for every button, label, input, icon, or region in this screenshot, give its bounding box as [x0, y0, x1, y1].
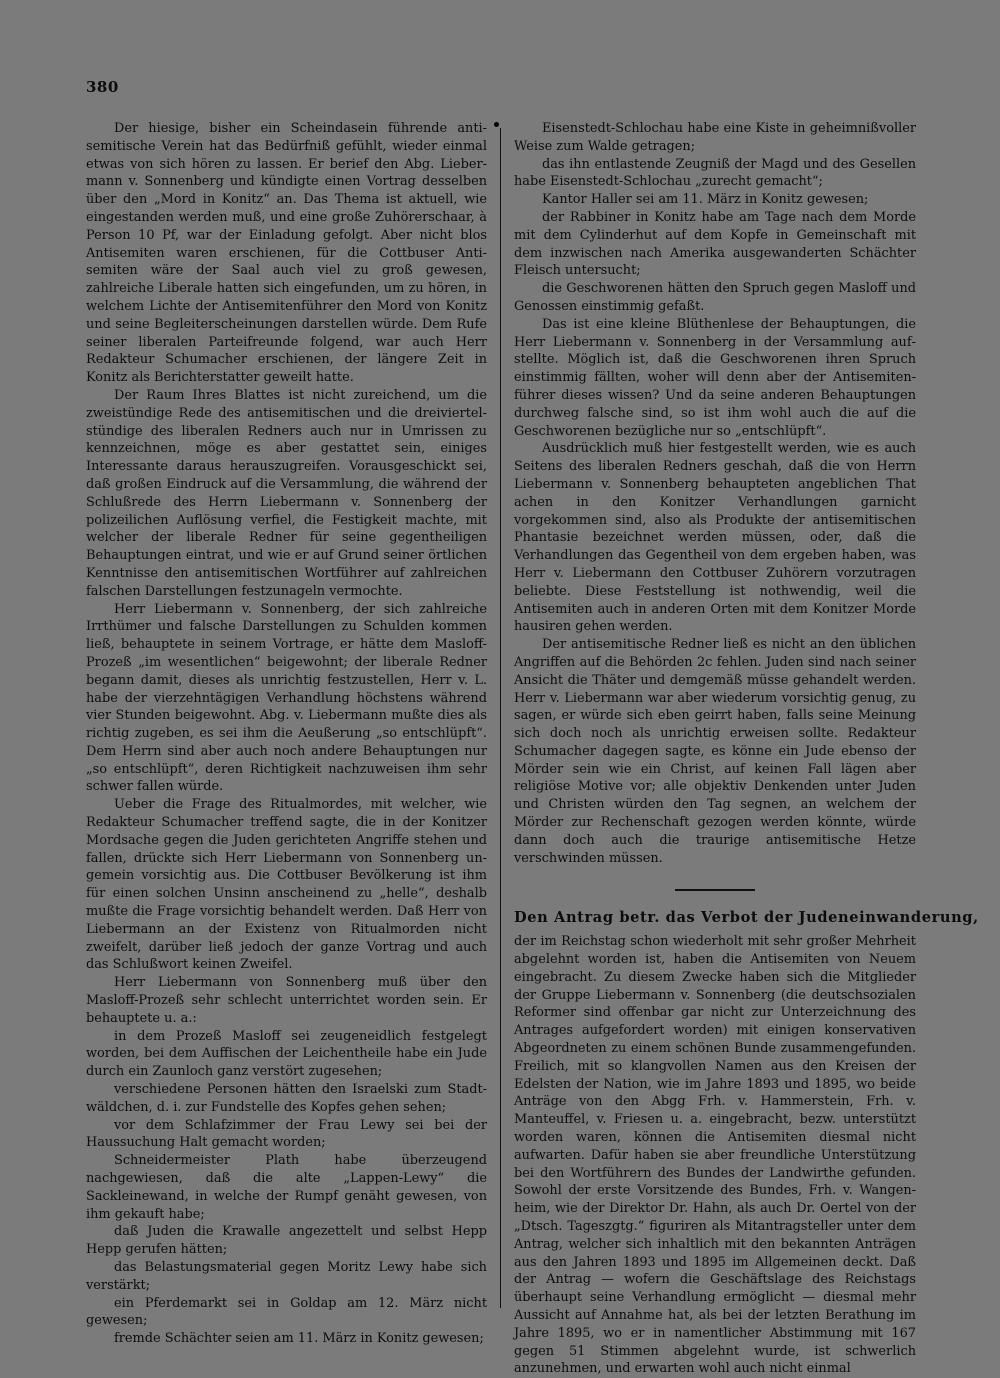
claim-item: in dem Prozeß Masloff sei zeugeneidlich festgelegt worden, bei dem Auffischen der Leichentheile habe ein Jude durch ein Zaunloch ganz verstört zugesehen;	[86, 1028, 487, 1080]
claim-item: der Rabbiner in Konitz habe am Tage nach dem Morde mit dem Cylinderhut auf dem Kopfe in Gemeinschaft mit dem inzwischen nach Amerika ausgewanderten Schächter Fleisch untersucht;	[514, 209, 916, 279]
paragraph: Der antisemitische Redner ließ es nicht an den üblichen Angriffen auf die Behörden 2c fehlen. Juden sind nach seiner Ansicht die Thäter und demgemäß müsse gehandelt werden. Herr v. Liebermann war aber wiederum vorsichtig genug, zu sagen, er würde sich eben geirrt haben, falls seine Meinung sich doch noch als unrichtig erweisen sollte. Redakteur Schumacher dagegen sagte, es könne ein Jude ebenso der Mörder sein wie ein Christ, auf keinen Fall lägen aber religiöse Motive vor; alle objektiv Denkenden unter Juden und Christen würden den Tag segnen, an welchem der Mörder zur Rechenschaft gezogen werden könnte, würde dann doch auch die traurige antisemitische Hetze verschwinden müssen.	[514, 637, 916, 866]
claim-item: die Geschworenen hätten den Spruch gegen Masloff und Genossen einstimmig gefaßt.	[514, 281, 916, 314]
page-number: 380	[86, 78, 119, 96]
claim-item: Eisenstedt-Schlochau habe eine Kiste in geheimnißvoller Weise zum Walde getragen;	[514, 121, 916, 154]
claim-item: Schneidermeister Plath habe überzeugend nachgewiesen, daß die alte „Lappen-Lewy“ die Sackleinewand, in welche der Rumpf genäht gewesen, von ihm gekauft habe;	[86, 1153, 487, 1222]
paragraph: Ausdrücklich muß hier festgestellt werden, wie es auch Seitens des liberalen Redners geschah, daß die von Herrn Liebermann v. Sonnenberg behaupteten angeblichen That achen in den Konitzer Verhandlungen garnicht vorgekommen sind, also als Produkte der antisemitischen Phantasie bezeichnet werden müssen, oder, daß die Verhandlungen das Gegentheil von dem ergeben haben, was Herr v. Liebermann den Cottbuser Zuhörern vorzutragen beliebte. Diese Feststellung ist nothwendig, weil die Antisemiten auch in anderen Orten mit dem Konitzer Morde hausiren gehen werden.	[514, 441, 916, 635]
paragraph: Herr Liebermann v. Sonnenberg, der sich zahlreiche Irrthümer und falsche Darstellungen zu Schulden kommen ließ, behauptete in seinem Vortrage, er hätte dem Masloff-Prozeß „im wesentlichen“ beigewohnt; der liberale Redner begann damit, dieses als unrichtig festzustellen, Herr v. L. habe der vierzehntägigen Verhandlung höchstens während vier Stunden beigewohnt. Abg. v. Liebermann mußte dies als richtig zugeben, es sei ihm die Aeußerung „so entschlüpft“. Dem Herrn sind aber auch noch andere Behauptungen nur „so entschlüpft“, deren Richtigkeit nachzuweisen ihm sehr schwer fallen würde.	[86, 601, 487, 795]
paragraph: der im Reichstag schon wiederholt mit sehr großer Mehrheit abgelehnt worden ist, haben die Antisemiten von Neuem eingebracht. Zu diesem Zwecke haben sich die Mitglieder der Gruppe Liebermann v. Sonnenberg (die deutschsozialen Reformer sind offenbar gar nicht zur Unterzeichnung des Antrages aufgefordert worden) mit einigen konservativen Abgeordneten zu einem schönen Bunde zusammengefunden. Freilich, mit so klangvollen Namen aus den Kreisen der Edelsten der Nation, wie im Jahre 1893 und 1895, wo beide Anträge von den Abgg Frh. v. Hammerstein, Frh. v. Manteuffel, v. Friesen u. a. eingebracht, bezw. unterstützt worden waren, können die Antisemiten diesmal nicht aufwarten. Dafür haben sie aber freundliche Unterstützung bei den Wortführern des Bundes der Landwirthe gefunden. Sowohl der erste Vorsitzende des Bundes, Frh. v. Wangenheim, wie der Direktor Dr. Hahn, als auch Dr. Oertel von der „Dtsch. Tageszgtg.“ figuriren als Mitantragsteller unter dem Antrag, welcher sich inhaltlich mit den bekannten Anträgen aus den Jahren 1893 und 1895 im Allgemeinen deckt. Daß der Antrag — wofern die Geschäftslage des Reichstags überhaupt seine Verhandlung ermöglicht — diesmal mehr Aussicht auf Annahme hat, als bei der letzten Berathung im Jahre 1895, wo er in namentlicher Abstimmung mit 167 gegen 51 Stimmen abgelehnt wurde, ist schwerlich anzunehmen, und erwarten wohl auch nicht einmal	[514, 934, 916, 1377]
left-column	[86, 120, 487, 1348]
claim-item: daß Juden die Krawalle angezettelt und selbst Hepp Hepp gerufen hätten;	[86, 1224, 487, 1258]
paragraph: Der hiesige, bisher ein Scheindasein führende antisemitische Verein hat das Bedürfniß gefühlt, wieder einmal etwas von sich hören zu lassen. Er berief den Abg. Liebermann v. Sonnenberg und kündigte einen Vortrag desselben über den „Mord in Konitz“ an. Das Thema ist aktuell, wie eingestanden werden muß, und eine große Zuhörerschaar, à Person 10 Pf, war der Einladung gefolgt. Aber nicht blos Antisemiten waren erschienen, für die Cottbuser Antisemiten wäre der Saal auch viel zu groß gewesen, zahlreiche Liberale hatten sich eingefunden, um zu hören, in welchem Lichte der Antisemitenführer den Mord von Konitz und seine Begleiterscheinungen darstellen würde. Dem Rufe seiner liberalen Parteifreunde folgend, war auch Herr Redakteur Schumacher erschienen, der längere Zeit in Konitz als Berichterstatter geweilt hatte.	[86, 121, 487, 386]
column-rule-ornament	[494, 122, 499, 127]
section-divider	[675, 889, 755, 891]
paragraph: Das ist eine kleine Blüthenlese der Behauptungen, die Herr Liebermann v. Sonnenberg in der Versammlung aufstellte. Möglich ist, daß die Geschworenen ihren Spruch einstimmig fällten, woher will denn aber der Antisemitenführer dieses wissen? Und da seine anderen Behauptungen durchweg falsche sind, so ist ihm wohl auch die auf die Geschworenen bezügliche nur so „entschlüpft“.	[514, 316, 916, 439]
column-divider	[500, 128, 501, 1308]
paragraph: Ueber die Frage des Ritualmordes, mit welcher, wie Redakteur Schumacher treffend sagte, die in der Konitzer Mordsache gegen die Juden gerichteten Angriffe stehen und fallen, drückte sich Herr Liebermann von Sonnenberg ungemein vorsichtig aus. Die Cottbuser Bevölkerung ist ihm für einen solchen Unsinn anscheinend zu „helle“, deshalb mußte die Frage vorsichtig behandelt werden. Daß Herr von Liebermann an der Existenz von Ritualmorden nicht zweifelt, darüber ließ jedoch der ganze Vortrag und auch das Schlußwort keinen Zweifel.	[86, 797, 487, 973]
section-headline: Den Antrag betr. das Verbot der Judeneinwanderung,	[514, 909, 979, 927]
claim-item: vor dem Schlafzimmer der Frau Lewy sei bei der Haussuchung Halt gemacht worden;	[86, 1117, 487, 1151]
claim-item: das ihn entlastende Zeugniß der Magd und des Gesellen habe Eisenstedt-Schlochau „zurecht gemacht“;	[514, 156, 916, 190]
paragraph: Der Raum Ihres Blattes ist nicht zureichend, um die zweistündige Rede des antisemitischen und die dreiviertelstündige des liberalen Redners auch nur in Umrissen zu kennzeichnen, möge es aber gestattet sein, einiges Interessante daraus herauszugreifen. Vorausgeschickt sei, daß großen Eindruck auf die Versammlung, die während der Schlußrede des Herrn Liebermann v. Sonnenberg der polizeilichen Auflösung verfiel, die Festigkeit machte, mit welcher der liberale Redner für seine gegentheiligen Behauptungen eintrat, und wie er auf Grund seiner örtlichen Kenntnisse den antisemitischen Wortführer auf zahlreichen falschen Darstellungen festzunageln vermochte.	[86, 387, 487, 599]
claim-item: fremde Schächter seien am 11. März in Konitz gewesen;	[114, 1331, 484, 1347]
claim-item: ein Pferdemarkt sei in Goldap am 12. März nicht gewesen;	[86, 1295, 487, 1329]
claim-item: Kantor Haller sei am 11. März in Konitz gewesen;	[542, 192, 869, 208]
right-column	[514, 120, 979, 1378]
claim-item: verschiedene Personen hätten den Israelski zum Stadtwäldchen, d. i. zur Fundstelle des Kopfes gehen sehen;	[86, 1082, 487, 1115]
claim-item: das Belastungsmaterial gegen Moritz Lewy habe sich verstärkt;	[86, 1260, 487, 1293]
paragraph: Herr Liebermann von Sonnenberg muß über den Masloff-Prozeß sehr schlecht unterrichtet worden sein. Er behauptete u. a.:	[86, 975, 487, 1026]
